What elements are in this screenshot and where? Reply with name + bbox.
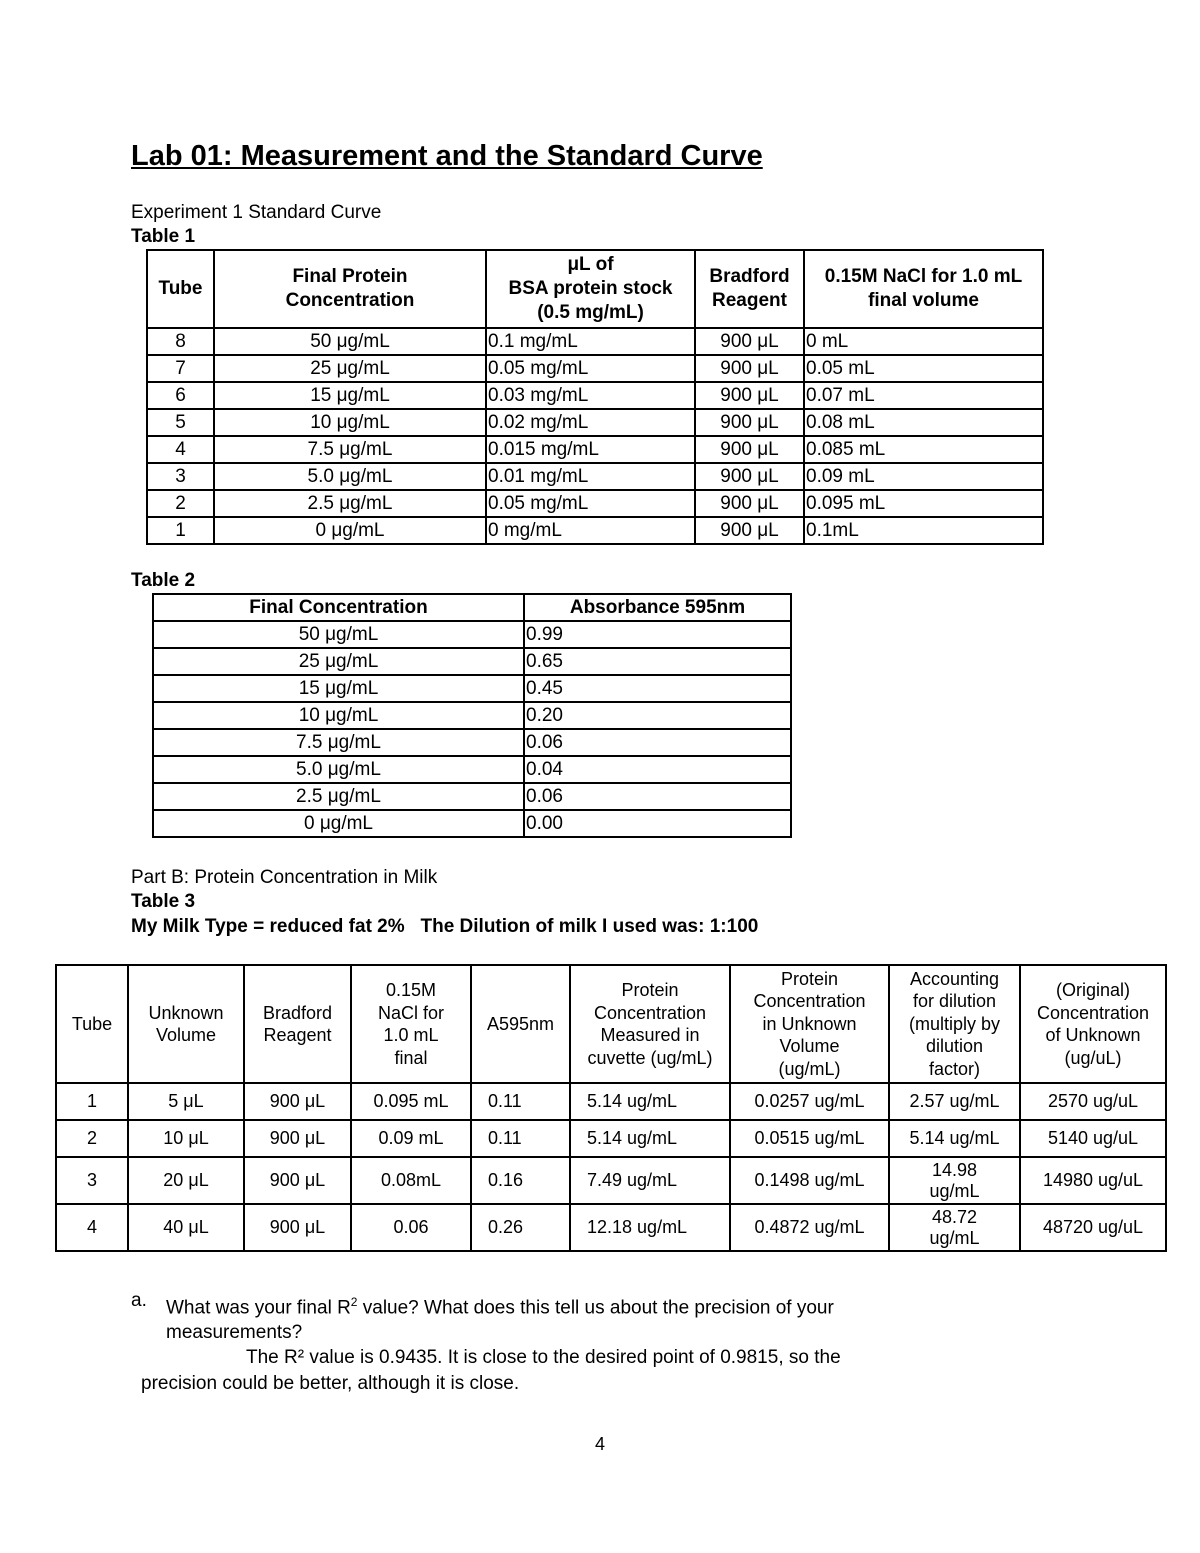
table1-standard-curve (146, 249, 1044, 545)
table-row: 10 μg/mL 0.20 (153, 702, 791, 729)
table2-header-row (153, 594, 791, 621)
table-row: 6 15 μg/mL 0.03 mg/mL 900 μL 0.07 mL (147, 382, 1043, 409)
table-row: 4 7.5 μg/mL 0.015 mg/mL 900 μL 0.085 mL (147, 436, 1043, 463)
table3-header-dilution: Accounting for dilution (multiply by dilution factor) (889, 965, 1020, 1083)
table-row: 5.0 μg/mL 0.04 (153, 756, 791, 783)
table3-caption: Table 3 (131, 891, 196, 912)
table-row: 5 10 μg/mL 0.02 mg/mL 900 μL 0.08 mL (147, 409, 1043, 436)
table3-header-a595: A595nm (471, 965, 570, 1083)
page-number: 4 (594, 1434, 605, 1454)
table3-header-nacl: 0.15M NaCl for 1.0 mL final (351, 965, 471, 1083)
table3-header-bradford: Bradford Reagent (244, 965, 351, 1083)
table3-header-row (56, 965, 1166, 1083)
table2-header-concentration: Final Concentration (153, 594, 524, 621)
table3-header-cuvette-conc: Protein Concentration Measured in cuvette (ug/mL) (570, 965, 730, 1083)
part-b-label: Part B: Protein Concentration in Milk (131, 867, 438, 888)
table-row: 0 μg/mL 0.00 (153, 810, 791, 837)
table1-header-bradford: Bradford Reagent (695, 250, 804, 328)
table2-absorbance (152, 593, 792, 838)
table2-caption: Table 2 (131, 570, 196, 591)
table1-caption: Table 1 (131, 226, 196, 247)
table2-header-absorbance: Absorbance 595nm (524, 594, 791, 621)
table-row: 3 20 μL 900 μL 0.08mL 0.16 7.49 ug/mL 0.1498 ug/mL 14.98 ug/mL 14980 ug/uL (56, 1157, 1166, 1204)
experiment-label: Experiment 1 Standard Curve (131, 202, 382, 223)
table-row: 3 5.0 μg/mL 0.01 mg/mL 900 μL 0.09 mL (147, 463, 1043, 490)
table-row: 7 25 μg/mL 0.05 mg/mL 900 μL 0.05 mL (147, 355, 1043, 382)
table1-header-row (147, 250, 1043, 328)
page-title: Lab 01: Measurement and the Standard Curve (131, 140, 763, 172)
answer-line-2: precision could be better, although it is close. (141, 1373, 520, 1394)
table-row: 2 10 μL 900 μL 0.09 mL 0.11 5.14 ug/mL 0.0515 ug/mL 5.14 ug/mL 5140 ug/uL (56, 1120, 1166, 1157)
table1-header-final-protein: Final Protein Concentration (214, 250, 486, 328)
table3-header-unknown-volume: Unknown Volume (128, 965, 244, 1083)
table-row: 7.5 μg/mL 0.06 (153, 729, 791, 756)
question-marker: a. (131, 1290, 147, 1311)
table1-header-bsa-stock: μL of BSA protein stock (0.5 mg/mL) (486, 250, 695, 328)
table3-header-original-conc: (Original) Concentration of Unknown (ug/uL) (1020, 965, 1166, 1083)
table3-subtitle: My Milk Type = reduced fat 2% The Dilution of milk I used was: 1:100 (131, 916, 759, 937)
table1-header-tube: Tube (147, 250, 214, 328)
table-row: 8 50 μg/mL 0.1 mg/mL 900 μL 0 mL (147, 328, 1043, 355)
table-row: 25 μg/mL 0.65 (153, 648, 791, 675)
table3-milk-protein (55, 964, 1167, 1252)
table-row: 15 μg/mL 0.45 (153, 675, 791, 702)
table-row: 50 μg/mL 0.99 (153, 621, 791, 648)
table1-header-nacl: 0.15M NaCl for 1.0 mL final volume (804, 250, 1043, 328)
question-text: What was your final $R^2$ value? What does this tell us about the precision of your measurements? (166, 1295, 834, 1344)
answer-line-1: The R² value is 0.9435. It is close to the desired point of 0.9815, so the (246, 1347, 841, 1368)
table3-header-tube: Tube (56, 965, 128, 1083)
table3-header-unknown-conc: Protein Concentration in Unknown Volume (ug/mL) (730, 965, 889, 1083)
table-row: 1 0 μg/mL 0 mg/mL 900 μL 0.1mL (147, 517, 1043, 544)
table-row: 2.5 μg/mL 0.06 (153, 783, 791, 810)
table-row: 1 5 μL 900 μL 0.095 mL 0.11 5.14 ug/mL 0.0257 ug/mL 2.57 ug/mL 2570 ug/uL (56, 1083, 1166, 1120)
table-row: 2 2.5 μg/mL 0.05 mg/mL 900 μL 0.095 mL (147, 490, 1043, 517)
table-row: 4 40 μL 900 μL 0.06 0.26 12.18 ug/mL 0.4872 ug/mL 48.72 ug/mL 48720 ug/uL (56, 1204, 1166, 1251)
